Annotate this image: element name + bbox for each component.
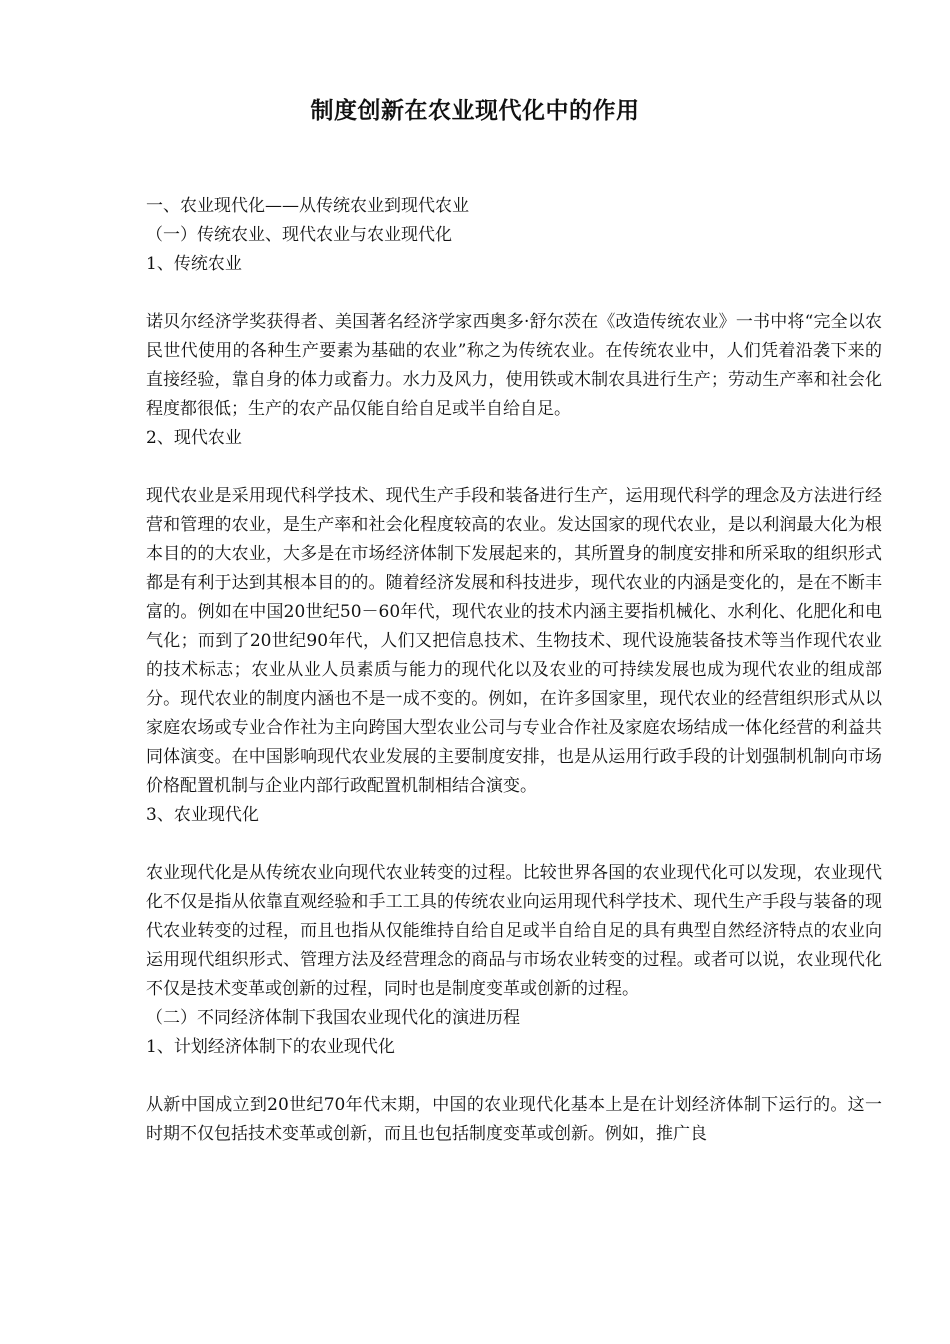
subsection-heading-2: （二）不同经济体制下我国农业现代化的演进历程 — [146, 1008, 520, 1028]
section-heading-1: 一、农业现代化——从传统农业到现代农业 — [146, 196, 469, 216]
blank-line — [146, 279, 882, 308]
item-heading-modernization: 3、农业现代化 — [146, 805, 259, 825]
blank-line — [146, 453, 882, 482]
document-body — [146, 192, 882, 1149]
paragraph-modern-agriculture: 现代农业是采用现代科学技术、现代生产手段和装备进行生产，运用现代科学的理念及方法进行经营和管理的农业，是生产率和社会化程度较高的农业。发达国家的现代农业，是以利润最大化为根本目的的大农业，大多是在市场经济体制下发展起来的，其所置身的制度安排和所采取的组织形式都是有利于达到其根本目的的。随着经济发展和科技进步，现代农业的内涵是变化的，是在不断丰富的。例如在中国20世纪50－60年代，现代农业的技术内涵主要指机械化、水利化、化肥化和电气化；而到了20世纪90年代，人们又把信息技术、生物技术、现代设施装备技术等当作现代农业的技术标志；农业从业人员素质与能力的现代化以及农业的可持续发展也成为现代农业的组成部分。现代农业的制度内涵也不是一成不变的。例如，在许多国家里，现代农业的经营组织形式从以家庭农场或专业合作社为主向跨国大型农业公司与专业合作社及家庭农场结成一体化经营的利益共同体演变。在中国影响现代农业发展的主要制度安排，也是从运用行政手段的计划强制机制向市场价格配置机制与企业内部行政配置机制相结合演变。 — [146, 486, 882, 796]
paragraph-traditional-agriculture: 诺贝尔经济学奖获得者、美国著名经济学家西奥多·舒尔茨在《改造传统农业》一书中将“完全以农民世代使用的各种生产要素为基础的农业”称之为传统农业。在传统农业中，人们凭着沿袭下来的直接经验，靠自身的体力或畜力。水力及风力，使用铁或木制农具进行生产；劳动生产率和社会化程度都很低；生产的农产品仅能自给自足或半自给自足。 — [146, 312, 882, 419]
paragraph-planned-economy: 从新中国成立到20世纪70年代末期，中国的农业现代化基本上是在计划经济体制下运行的。这一时期不仅包括技术变革或创新，而且也包括制度变革或创新。例如，推广良 — [146, 1095, 882, 1144]
item-heading-modern: 2、现代农业 — [146, 428, 242, 448]
blank-line — [146, 830, 882, 859]
document-title: 制度创新在农业现代化中的作用 — [310, 98, 640, 124]
item-heading-planned-economy: 1、计划经济体制下的农业现代化 — [146, 1037, 395, 1057]
paragraph-agricultural-modernization: 农业现代化是从传统农业向现代农业转变的过程。比较世界各国的农业现代化可以发现，农业现代化不仅是指从依靠直观经验和手工工具的传统农业向运用现代科学技术、现代生产手段与装备的现代农业转变的过程，而且也指从仅能维持自给自足或半自给自足的具有典型自然经济特点的农业向运用现代组织形式、管理方法及经营理念的商品与市场农业转变的过程。或者可以说，农业现代化不仅是技术变革或创新的过程，同时也是制度变革或创新的过程。 — [146, 863, 882, 999]
subsection-heading-1: （一）传统农业、现代农业与农业现代化 — [146, 225, 452, 245]
item-heading-traditional: 1、传统农业 — [146, 254, 242, 274]
blank-line — [146, 1062, 882, 1091]
